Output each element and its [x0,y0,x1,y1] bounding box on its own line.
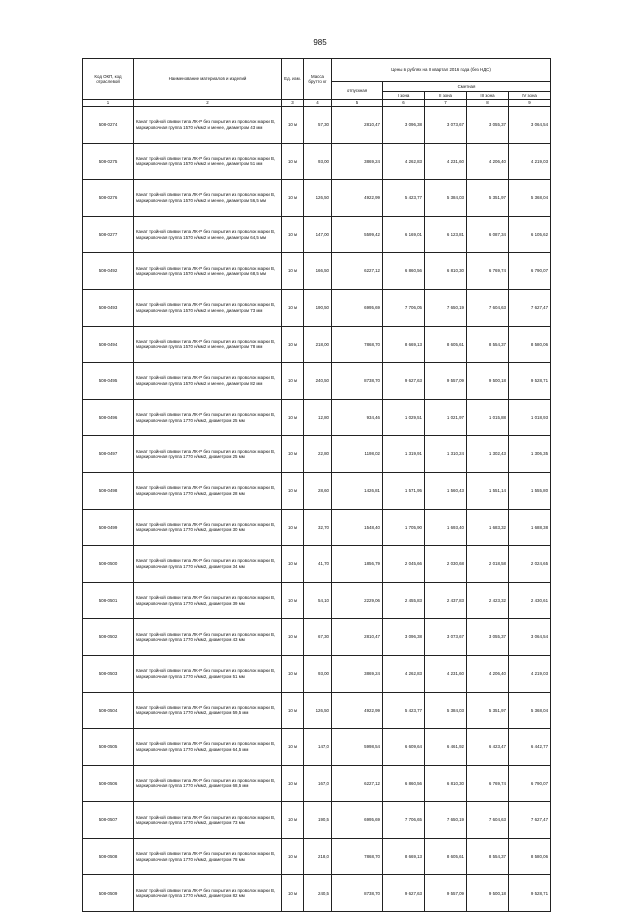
row-mass: 166,50 [304,253,332,290]
table-row [83,107,551,144]
row-name: Канат тройной свивки типа ЛК-Р без покрытия из проволок марки В, маркировочная группа 1770 н/мм2, диаметром 64,5 мм [134,729,282,766]
table-row [83,363,551,400]
row-zone-2-price: 7 650,19 [425,289,467,326]
table-body [83,107,551,912]
row-name: Канат тройной свивки типа ЛК-Р без покрытия из проволок марки В, маркировочная группа 1570 н/мм2 и менее, диаметром 64,5 мм [134,216,282,253]
row-zone-4-price: 2 024,65 [509,546,551,583]
row-mass: 93,00 [304,655,332,692]
table-row [83,875,551,912]
row-zone-2-price: 1 021,97 [425,399,467,436]
row-release-price: 934,46 [332,399,383,436]
row-release-price: 3869,24 [332,143,383,180]
row-code: 508-0499 [83,509,134,546]
row-code: 508-0500 [83,546,134,583]
table-row [83,472,551,509]
row-zone-4-price: 3 064,54 [509,619,551,656]
row-code: 508-0498 [83,472,134,509]
row-mass: 240,50 [304,363,332,400]
row-zone-3-price: 2 423,32 [467,582,509,619]
row-zone-3-price: 3 055,37 [467,107,509,144]
row-zone-3-price: 6 423,47 [467,729,509,766]
row-name: Канат тройной свивки типа ЛК-Р без покрытия из проволок марки В, маркировочная группа 1570 н/мм2 и менее, диаметром 73 мм [134,289,282,326]
row-name: Канат тройной свивки типа ЛК-Р без покрытия из проволок марки В, маркировочная группа 1570 н/мм2 и менее, диаметром 56,5 мм [134,180,282,217]
header-unit: Ед. изм. [282,59,304,100]
column-number: 7 [425,100,467,107]
row-zone-1-price: 6 860,56 [383,765,425,802]
table-row [83,436,551,473]
row-zone-4-price: 1 306,35 [509,436,551,473]
row-code: 508-0504 [83,692,134,729]
row-zone-4-price: 7 627,47 [509,802,551,839]
row-mass: 218,0 [304,838,332,875]
header-zone-2: II зона [425,92,467,100]
row-zone-1-price: 5 423,77 [383,180,425,217]
row-release-price: 4922,99 [332,692,383,729]
row-unit: 10 м [282,765,304,802]
row-zone-2-price: 9 557,09 [425,363,467,400]
row-zone-2-price: 6 461,92 [425,729,467,766]
column-number: 3 [282,100,304,107]
row-zone-2-price: 7 650,19 [425,802,467,839]
row-code: 508-0495 [83,363,134,400]
row-name: Канат тройной свивки типа ЛК-Р без покрытия из проволок марки В, маркировочная группа 1570 н/мм2 и менее, диаметром 43 мм [134,107,282,144]
row-zone-2-price: 3 073,67 [425,107,467,144]
row-release-price: 6227,12 [332,765,383,802]
row-zone-3-price: 1 683,32 [467,509,509,546]
row-zone-1-price: 4 262,83 [383,655,425,692]
row-unit: 10 м [282,875,304,912]
row-zone-1-price: 9 627,63 [383,875,425,912]
row-unit: 10 м [282,838,304,875]
row-code: 508-0276 [83,180,134,217]
row-zone-2-price: 1 693,40 [425,509,467,546]
row-zone-4-price: 9 528,71 [509,875,551,912]
row-zone-4-price: 1 018,93 [509,399,551,436]
row-release-price: 1426,81 [332,472,383,509]
table-row [83,802,551,839]
row-mass: 167,0 [304,765,332,802]
row-mass: 147,0 [304,729,332,766]
row-zone-1-price: 9 627,63 [383,363,425,400]
row-zone-4-price: 7 627,47 [509,289,551,326]
row-code: 508-0502 [83,619,134,656]
row-unit: 10 м [282,216,304,253]
row-unit: 10 м [282,399,304,436]
row-name: Канат тройной свивки типа ЛК-Р без покрытия из проволок марки В, маркировочная группа 1570 н/мм2 и менее, диаметром 78 мм [134,326,282,363]
row-release-price: 4922,99 [332,180,383,217]
row-mass: 41,70 [304,546,332,583]
row-zone-2-price: 8 605,61 [425,326,467,363]
column-number: 5 [332,100,383,107]
row-zone-1-price: 4 262,83 [383,143,425,180]
row-unit: 10 м [282,289,304,326]
row-mass: 67,30 [304,619,332,656]
header-zone-4: IV зона [509,92,551,100]
row-unit: 10 м [282,326,304,363]
row-unit: 10 м [282,692,304,729]
row-mass: 32,70 [304,509,332,546]
row-zone-2-price: 5 384,03 [425,692,467,729]
table-row [83,655,551,692]
row-code: 508-0493 [83,289,134,326]
row-zone-1-price: 5 423,77 [383,692,425,729]
table-row [83,216,551,253]
row-zone-1-price: 6 609,64 [383,729,425,766]
price-table [82,58,551,912]
row-zone-4-price: 5 368,04 [509,180,551,217]
row-zone-4-price: 8 580,06 [509,838,551,875]
table-row [83,729,551,766]
table-row [83,253,551,290]
row-name: Канат тройной свивки типа ЛК-Р без покрытия из проволок марки В, маркировочная группа 1770 н/мм2, диаметром 73 мм [134,802,282,839]
row-name: Канат тройной свивки типа ЛК-Р без покрытия из проволок марки В, маркировочная группа 1770 н/мм2, диаметром 43 мм [134,619,282,656]
row-name: Канат тройной свивки типа ЛК-Р без покрытия из проволок марки В, маркировочная группа 1770 н/мм2, диаметром 51 мм [134,655,282,692]
row-zone-3-price: 9 500,18 [467,363,509,400]
row-zone-1-price: 3 096,38 [383,107,425,144]
row-zone-2-price: 4 231,60 [425,143,467,180]
table-row [83,692,551,729]
row-code: 508-0509 [83,875,134,912]
row-zone-3-price: 7 604,63 [467,289,509,326]
row-mass: 57,30 [304,107,332,144]
row-zone-3-price: 8 554,37 [467,326,509,363]
row-zone-4-price: 1 688,38 [509,509,551,546]
row-release-price: 6995,69 [332,289,383,326]
row-name: Канат тройной свивки типа ЛК-Р без покрытия из проволок марки В, маркировочная группа 1770 н/мм2, диаметром 78 мм [134,838,282,875]
row-zone-1-price: 8 669,13 [383,838,425,875]
row-code: 508-0277 [83,216,134,253]
row-mass: 147,00 [304,216,332,253]
row-unit: 10 м [282,472,304,509]
row-zone-3-price: 1 015,88 [467,399,509,436]
row-release-price: 1548,40 [332,509,383,546]
header-code: Код ОКП, код отраслевой [83,59,134,100]
row-release-price: 6227,12 [332,253,383,290]
header-release: отпускная [332,82,383,100]
row-code: 508-0492 [83,253,134,290]
row-unit: 10 м [282,546,304,583]
row-code: 508-0505 [83,729,134,766]
row-mass: 12,80 [304,399,332,436]
table-row [83,765,551,802]
row-code: 508-0496 [83,399,134,436]
header-name: Наименование материалов и изделий [134,59,282,100]
row-unit: 10 м [282,802,304,839]
row-code: 508-0275 [83,143,134,180]
table-row [83,838,551,875]
row-zone-2-price: 1 310,24 [425,436,467,473]
row-zone-1-price: 8 669,13 [383,326,425,363]
row-unit: 10 м [282,180,304,217]
row-zone-2-price: 9 557,09 [425,875,467,912]
row-unit: 10 м [282,436,304,473]
table-row [83,582,551,619]
row-name: Канат тройной свивки типа ЛК-Р без покрытия из проволок марки В, маркировочная группа 1770 н/мм2, диаметром 68,5 мм [134,765,282,802]
row-zone-4-price: 6 790,07 [509,253,551,290]
table-row [83,509,551,546]
row-mass: 28,60 [304,472,332,509]
row-release-price: 7868,70 [332,326,383,363]
row-zone-1-price: 1 029,51 [383,399,425,436]
row-mass: 190,50 [304,289,332,326]
row-zone-2-price: 6 810,30 [425,765,467,802]
row-unit: 10 м [282,619,304,656]
row-name: Канат тройной свивки типа ЛК-Р без покрытия из проволок марки В, маркировочная группа 1770 н/мм2, диаметром 82 мм [134,875,282,912]
row-zone-1-price: 7 706,05 [383,289,425,326]
row-release-price: 5998,54 [332,729,383,766]
row-zone-4-price: 2 430,61 [509,582,551,619]
row-mass: 54,10 [304,582,332,619]
header-estimate: Сметная [383,82,551,92]
row-zone-1-price: 6 860,56 [383,253,425,290]
table-row [83,546,551,583]
row-mass: 240,5 [304,875,332,912]
row-code: 508-0503 [83,655,134,692]
row-zone-3-price: 4 206,40 [467,143,509,180]
row-unit: 10 м [282,143,304,180]
row-mass: 126,50 [304,180,332,217]
column-numbers-row [83,100,551,107]
row-mass: 93,00 [304,143,332,180]
table-row [83,619,551,656]
row-zone-4-price: 8 580,06 [509,326,551,363]
row-zone-1-price: 7 706,65 [383,802,425,839]
row-zone-1-price: 3 096,38 [383,619,425,656]
row-code: 508-0501 [83,582,134,619]
row-release-price: 2229,06 [332,582,383,619]
row-zone-2-price: 2 030,68 [425,546,467,583]
row-zone-4-price: 3 064,54 [509,107,551,144]
column-number: 6 [383,100,425,107]
header-zone-3: III зона [467,92,509,100]
row-release-price: 5599,42 [332,216,383,253]
table-header [83,59,551,107]
table-row [83,289,551,326]
row-zone-3-price: 8 554,37 [467,838,509,875]
row-unit: 10 м [282,107,304,144]
row-zone-1-price: 2 455,83 [383,582,425,619]
column-number: 1 [83,100,134,107]
row-release-price: 8738,70 [332,875,383,912]
row-release-price: 2810,47 [332,107,383,144]
row-zone-4-price: 4 219,03 [509,655,551,692]
column-number: 4 [304,100,332,107]
row-name: Канат тройной свивки типа ЛК-Р без покрытия из проволок марки В, маркировочная группа 1770 н/мм2, диаметром 30 мм [134,509,282,546]
row-name: Канат тройной свивки типа ЛК-Р без покрытия из проволок марки В, маркировочная группа 1570 н/мм2 и менее, диаметром 68,5 мм [134,253,282,290]
row-release-price: 1198,02 [332,436,383,473]
row-zone-1-price: 1 705,90 [383,509,425,546]
header-price-group: Цены в рублях на II квартал 2016 года (без НДС) [332,59,551,82]
row-zone-1-price: 6 169,01 [383,216,425,253]
row-name: Канат тройной свивки типа ЛК-Р без покрытия из проволок марки В, маркировочная группа 1770 н/мм2, диаметром 25 мм [134,436,282,473]
row-zone-3-price: 5 351,97 [467,180,509,217]
row-zone-3-price: 6 769,74 [467,765,509,802]
header-zone-1: I зона [383,92,425,100]
row-code: 508-0497 [83,436,134,473]
row-zone-4-price: 6 442,77 [509,729,551,766]
row-zone-4-price: 6 790,07 [509,765,551,802]
row-zone-3-price: 6 769,74 [467,253,509,290]
table-row [83,399,551,436]
row-zone-4-price: 9 528,71 [509,363,551,400]
row-zone-3-price: 6 087,34 [467,216,509,253]
row-zone-2-price: 5 384,03 [425,180,467,217]
row-release-price: 3869,24 [332,655,383,692]
row-name: Канат тройной свивки типа ЛК-Р без покрытия из проволок марки В, маркировочная группа 1770 н/мм2, диаметром 25 мм [134,399,282,436]
row-mass: 218,00 [304,326,332,363]
row-mass: 22,80 [304,436,332,473]
row-zone-4-price: 5 368,04 [509,692,551,729]
row-name: Канат тройной свивки типа ЛК-Р без покрытия из проволок марки В, маркировочная группа 1770 н/мм2, диаметром 59,5 мм [134,692,282,729]
page-number: 985 [313,38,327,47]
row-zone-1-price: 1 571,95 [383,472,425,509]
row-zone-2-price: 2 437,83 [425,582,467,619]
row-zone-1-price: 1 319,91 [383,436,425,473]
row-unit: 10 м [282,509,304,546]
row-zone-3-price: 2 018,58 [467,546,509,583]
row-name: Канат тройной свивки типа ЛК-Р без покрытия из проволок марки В, маркировочная группа 1570 н/мм2 и менее, диаметром 82 мм [134,363,282,400]
row-name: Канат тройной свивки типа ЛК-Р без покрытия из проволок марки В, маркировочная группа 1770 н/мм2, диаметром 34 мм [134,546,282,583]
row-release-price: 8738,70 [332,363,383,400]
row-unit: 10 м [282,582,304,619]
row-zone-2-price: 8 605,61 [425,838,467,875]
row-zone-4-price: 6 105,62 [509,216,551,253]
row-zone-3-price: 7 604,63 [467,802,509,839]
table-row [83,143,551,180]
table-row [83,180,551,217]
row-name: Канат тройной свивки типа ЛК-Р без покрытия из проволок марки В, маркировочная группа 1770 н/мм2, диаметром 28 мм [134,472,282,509]
row-zone-1-price: 2 045,66 [383,546,425,583]
row-name: Канат тройной свивки типа ЛК-Р без покрытия из проволок марки В, маркировочная группа 1770 н/мм2, диаметром 39 мм [134,582,282,619]
row-unit: 10 м [282,363,304,400]
column-number: 9 [509,100,551,107]
row-mass: 126,50 [304,692,332,729]
row-zone-3-price: 3 055,37 [467,619,509,656]
row-zone-3-price: 1 302,43 [467,436,509,473]
row-zone-3-price: 5 351,97 [467,692,509,729]
row-unit: 10 м [282,253,304,290]
row-code: 508-0506 [83,765,134,802]
row-release-price: 2810,47 [332,619,383,656]
row-release-price: 1856,79 [332,546,383,583]
row-zone-3-price: 4 206,40 [467,655,509,692]
row-name: Канат тройной свивки типа ЛК-Р без покрытия из проволок марки В, маркировочная группа 1570 н/мм2 и менее, диаметром 51 мм [134,143,282,180]
row-mass: 190,5 [304,802,332,839]
column-number: 2 [134,100,282,107]
row-release-price: 6995,69 [332,802,383,839]
row-zone-2-price: 1 560,43 [425,472,467,509]
header-mass: Масса брутто кг [304,59,332,100]
row-zone-2-price: 3 073,67 [425,619,467,656]
table-row [83,326,551,363]
row-zone-3-price: 9 500,18 [467,875,509,912]
row-code: 508-0274 [83,107,134,144]
row-release-price: 7868,70 [332,838,383,875]
row-code: 508-0507 [83,802,134,839]
row-code: 508-0494 [83,326,134,363]
row-zone-2-price: 4 231,60 [425,655,467,692]
row-unit: 10 м [282,729,304,766]
row-zone-2-price: 6 810,30 [425,253,467,290]
column-number: 8 [467,100,509,107]
row-unit: 10 м [282,655,304,692]
row-code: 508-0508 [83,838,134,875]
row-zone-3-price: 1 551,14 [467,472,509,509]
row-zone-4-price: 1 555,80 [509,472,551,509]
row-zone-2-price: 6 123,81 [425,216,467,253]
row-zone-4-price: 4 219,03 [509,143,551,180]
